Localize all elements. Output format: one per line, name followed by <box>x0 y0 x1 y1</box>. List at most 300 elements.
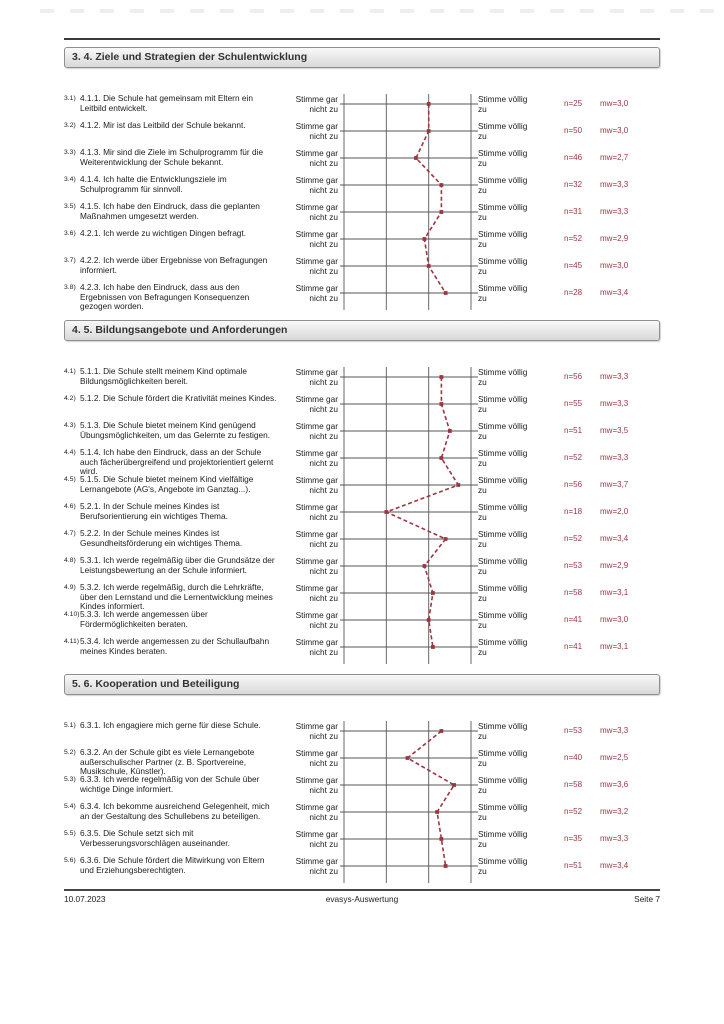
scale-label-left-line2: nicht zu <box>309 131 338 141</box>
scale-label-right-line1: Stimme völlig <box>478 802 528 812</box>
sections-container <box>64 47 660 883</box>
scale-label-right-line1: Stimme völlig <box>478 367 528 377</box>
plot-area <box>344 283 471 303</box>
scale-label-left-line1: Stimme gar <box>295 583 338 593</box>
survey-item-row <box>64 610 660 637</box>
item-text: 6.3.1. Ich engagiere mich gerne für diese Schule. <box>80 720 261 730</box>
scale-label-left-line1: Stimme gar <box>295 121 338 131</box>
scale-label-left-line2: nicht zu <box>309 839 338 849</box>
scale-label-right <box>478 475 536 495</box>
scale-label-left <box>286 637 338 657</box>
mean-value: mw=2,5 <box>600 753 629 762</box>
footer-rule <box>64 889 660 891</box>
scale-label-left-line1: Stimme gar <box>295 721 338 731</box>
scale-label-right-line1: Stimme völlig <box>478 394 528 404</box>
item-text: 5.1.1. Die Schule stellt meinem Kind optimale Bildungsmöglichkeiten bereit. <box>80 366 247 386</box>
scale-label-right-line1: Stimme völlig <box>478 94 528 104</box>
scale-label-right <box>478 94 536 114</box>
scan-artifact <box>40 9 714 13</box>
mean-value: mw=3,0 <box>600 261 629 270</box>
survey-item-row <box>64 448 660 475</box>
scale-label-left-line1: Stimme gar <box>295 283 338 293</box>
mean-value: mw=3,3 <box>600 399 629 408</box>
scale-label-left-line2: nicht zu <box>309 866 338 876</box>
scale-label-right-line1: Stimme völlig <box>478 448 528 458</box>
item-text: 5.2.2. In der Schule meines Kindes ist Gesundheitsförderung ein wichtiges Thema. <box>80 528 243 548</box>
scale-label-right-line2: zu <box>478 566 487 576</box>
mean-value: mw=3,3 <box>600 372 629 381</box>
scale-label-left <box>286 529 338 549</box>
scale-label-right-line1: Stimme völlig <box>478 283 528 293</box>
mean-value: mw=3,3 <box>600 453 629 462</box>
scale-label-left <box>286 421 338 441</box>
scale-label-right-line2: zu <box>478 647 487 657</box>
survey-item-row <box>64 856 660 883</box>
scale-label-left-line2: nicht zu <box>309 512 338 522</box>
scale-label-left-line1: Stimme gar <box>295 256 338 266</box>
scale-label-right <box>478 802 536 822</box>
scale-label-left-line2: nicht zu <box>309 731 338 741</box>
scale-label-right-line2: zu <box>478 812 487 822</box>
scale-label-left-line1: Stimme gar <box>295 148 338 158</box>
scale-label-right-line1: Stimme völlig <box>478 421 528 431</box>
mean-value: mw=3,3 <box>600 207 629 216</box>
mean-value: mw=2,9 <box>600 234 629 243</box>
survey-item-row <box>64 721 660 748</box>
scale-label-left <box>286 448 338 468</box>
survey-item-row <box>64 394 660 421</box>
plot-area <box>344 229 471 249</box>
scale-label-right-line2: zu <box>478 539 487 549</box>
scale-label-left-line1: Stimme gar <box>295 610 338 620</box>
page-footer <box>64 889 660 904</box>
scale-label-right <box>478 229 536 249</box>
scale-label-left-line2: nicht zu <box>309 266 338 276</box>
survey-item-row <box>64 202 660 229</box>
mean-value: mw=3,1 <box>600 642 629 651</box>
respondent-count: n=31 <box>564 207 583 216</box>
scale-label-left-line1: Stimme gar <box>295 802 338 812</box>
plot-area <box>344 175 471 195</box>
scale-label-left-line2: nicht zu <box>309 212 338 222</box>
scale-label-left-line2: nicht zu <box>309 812 338 822</box>
scale-label-left-line1: Stimme gar <box>295 367 338 377</box>
scale-label-right-line1: Stimme völlig <box>478 529 528 539</box>
scale-label-left-line1: Stimme gar <box>295 748 338 758</box>
scale-label-left-line1: Stimme gar <box>295 394 338 404</box>
scale-label-left <box>286 202 338 222</box>
respondent-count: n=56 <box>564 372 583 381</box>
scale-label-left <box>286 748 338 768</box>
item-number: 3.1) <box>64 95 76 102</box>
respondent-count: n=25 <box>564 99 583 108</box>
scale-label-right-line2: zu <box>478 266 487 276</box>
item-number: 5.4) <box>64 803 76 810</box>
plot-area <box>344 829 471 849</box>
respondent-count: n=50 <box>564 126 583 135</box>
scale-label-right <box>478 637 536 657</box>
respondent-count: n=46 <box>564 153 583 162</box>
item-text: 6.3.6. Die Schule fördert die Mitwirkung von Eltern und Erziehungsberechtigten. <box>80 855 265 875</box>
scale-label-right-line1: Stimme völlig <box>478 202 528 212</box>
survey-item-row <box>64 529 660 556</box>
scale-label-right <box>478 529 536 549</box>
item-text: 6.3.2. An der Schule gibt es viele Lernangebote außerschulischer Partner (z. B. Sportvereine, Musikschule, Künstler). <box>80 747 255 777</box>
respondent-count: n=41 <box>564 615 583 624</box>
section-header: 3. 4. Ziele und Strategien der Schulentwicklung <box>64 47 660 68</box>
scale-label-left <box>286 556 338 576</box>
item-number: 5.1) <box>64 722 76 729</box>
scale-label-right-line1: Stimme völlig <box>478 256 528 266</box>
scale-label-left-line2: nicht zu <box>309 377 338 387</box>
scale-label-right <box>478 583 536 603</box>
scale-label-left-line2: nicht zu <box>309 458 338 468</box>
plot-area <box>344 202 471 222</box>
mean-value: mw=3,0 <box>600 615 629 624</box>
plot-area <box>344 502 471 522</box>
mean-value: mw=3,6 <box>600 780 629 789</box>
item-number: 4.2) <box>64 395 76 402</box>
plot-area <box>344 448 471 468</box>
footer-app-name: evasys-Auswertung <box>325 893 399 904</box>
scale-label-right <box>478 202 536 222</box>
scale-label-left <box>286 256 338 276</box>
mean-value: mw=3,5 <box>600 426 629 435</box>
respondent-count: n=52 <box>564 534 583 543</box>
respondent-count: n=45 <box>564 261 583 270</box>
item-number: 4.4) <box>64 449 76 456</box>
mean-value: mw=2,7 <box>600 153 629 162</box>
respondent-count: n=53 <box>564 561 583 570</box>
survey-item-row <box>64 229 660 256</box>
scale-label-right <box>478 367 536 387</box>
scale-label-left <box>286 610 338 630</box>
mean-value: mw=3,3 <box>600 726 629 735</box>
survey-item-row <box>64 148 660 175</box>
survey-item-row <box>64 367 660 394</box>
item-number: 4.5) <box>64 476 76 483</box>
scale-label-right <box>478 421 536 441</box>
survey-item-row <box>64 775 660 802</box>
scale-label-right-line1: Stimme völlig <box>478 556 528 566</box>
item-text: 5.3.3. Ich werde angemessen über Fördermöglichkeiten beraten. <box>80 609 208 629</box>
mean-value: mw=3,7 <box>600 480 629 489</box>
item-number: 3.3) <box>64 149 76 156</box>
plot-area <box>344 583 471 603</box>
item-number: 3.8) <box>64 284 76 291</box>
mean-value: mw=2,0 <box>600 507 629 516</box>
item-number: 4.9) <box>64 584 76 591</box>
scale-label-left-line2: nicht zu <box>309 758 338 768</box>
item-number: 4.11) <box>64 638 79 645</box>
mean-value: mw=3,1 <box>600 588 629 597</box>
section-rows <box>64 367 660 664</box>
item-text: 4.1.5. Ich habe den Eindruck, dass die geplanten Maßnahmen umgesetzt werden. <box>80 201 260 221</box>
plot-area <box>344 529 471 549</box>
item-text: 6.3.3. Ich werde regelmäßig von der Schule über wichtige Dinge informiert. <box>80 774 260 794</box>
respondent-count: n=41 <box>564 642 583 651</box>
section-header: 5. 6. Kooperation und Beteiligung <box>64 674 660 695</box>
scale-label-left-line2: nicht zu <box>309 104 338 114</box>
item-text: 4.2.2. Ich werde über Ergebnisse von Befragungen informiert. <box>80 255 268 275</box>
item-number: 3.4) <box>64 176 76 183</box>
plot-area <box>344 775 471 795</box>
footer-page-number: Seite 7 <box>634 893 660 904</box>
scale-label-right <box>478 448 536 468</box>
respondent-count: n=52 <box>564 453 583 462</box>
survey-item-row <box>64 829 660 856</box>
item-number: 4.10) <box>64 611 80 618</box>
item-number: 5.6) <box>64 857 76 864</box>
scale-label-left-line2: nicht zu <box>309 185 338 195</box>
plot-area <box>344 148 471 168</box>
item-text: 4.1.1. Die Schule hat gemeinsam mit Eltern ein Leitbild entwickelt. <box>80 93 253 113</box>
section-header: 4. 5. Bildungsangebote und Anforderungen <box>64 320 660 341</box>
item-text: 5.1.2. Die Schule fördert die Krativität meines Kindes. <box>80 393 277 403</box>
scale-label-right-line2: zu <box>478 131 487 141</box>
respondent-count: n=28 <box>564 288 583 297</box>
scale-label-right <box>478 502 536 522</box>
item-text: 5.3.4. Ich werde angemessen zu der Schullaufbahn meines Kindes beraten. <box>80 636 270 656</box>
scale-label-left-line2: nicht zu <box>309 293 338 303</box>
respondent-count: n=51 <box>564 426 583 435</box>
scale-label-left-line2: nicht zu <box>309 785 338 795</box>
scale-label-right-line2: zu <box>478 377 487 387</box>
scale-label-right-line2: zu <box>478 839 487 849</box>
respondent-count: n=56 <box>564 480 583 489</box>
scale-label-right-line2: zu <box>478 620 487 630</box>
mean-value: mw=3,3 <box>600 180 629 189</box>
plot-area <box>344 94 471 114</box>
scale-label-left <box>286 283 338 303</box>
survey-item-row <box>64 556 660 583</box>
page-content <box>64 38 660 893</box>
respondent-count: n=52 <box>564 807 583 816</box>
scale-label-left <box>286 721 338 741</box>
respondent-count: n=58 <box>564 780 583 789</box>
item-text: 5.2.1. In der Schule meines Kindes ist Berufsorientierung ein wichtiges Thema. <box>80 501 228 521</box>
scale-label-left-line2: nicht zu <box>309 239 338 249</box>
scale-label-right-line2: zu <box>478 785 487 795</box>
scale-label-left <box>286 148 338 168</box>
scale-label-right <box>478 175 536 195</box>
mean-value: mw=3,4 <box>600 288 629 297</box>
item-number: 5.2) <box>64 749 76 756</box>
item-text: 5.1.3. Die Schule bietet meinem Kind genügend Übungsmöglichkeiten, um das Gelernte zu festigen. <box>80 420 271 440</box>
scale-label-left-line2: nicht zu <box>309 620 338 630</box>
scale-label-right-line2: zu <box>478 104 487 114</box>
scale-label-right-line1: Stimme völlig <box>478 775 528 785</box>
top-rule <box>64 38 660 40</box>
scale-label-left <box>286 802 338 822</box>
item-text: 4.2.3. Ich habe den Eindruck, dass aus den Ergebnissen von Befragungen Konsequenzen gezogen worden. <box>80 282 250 312</box>
respondent-count: n=32 <box>564 180 583 189</box>
scale-label-right-line1: Stimme völlig <box>478 721 528 731</box>
survey-item-row <box>64 502 660 529</box>
scale-label-left-line2: nicht zu <box>309 404 338 414</box>
survey-item-row <box>64 121 660 148</box>
plot-area <box>344 475 471 495</box>
scale-label-left-line1: Stimme gar <box>295 502 338 512</box>
item-text: 5.1.4. Ich habe den Eindruck, dass an der Schule auch fächerübergreifend und projektorientiert gelernt wird. <box>80 447 274 477</box>
mean-value: mw=3,3 <box>600 834 629 843</box>
scale-label-right <box>478 748 536 768</box>
scale-label-right <box>478 829 536 849</box>
mean-value: mw=3,0 <box>600 99 629 108</box>
scale-label-left-line2: nicht zu <box>309 431 338 441</box>
scale-label-left-line2: nicht zu <box>309 158 338 168</box>
mean-value: mw=3,4 <box>600 534 629 543</box>
scale-label-right-line2: zu <box>478 431 487 441</box>
scale-label-left <box>286 229 338 249</box>
scale-label-left-line1: Stimme gar <box>295 529 338 539</box>
item-text: 5.1.5. Die Schule bietet meinem Kind vielfältige Lernangebote (AG's, Angebote im Ganztag...). <box>80 474 254 494</box>
scale-label-right-line2: zu <box>478 212 487 222</box>
item-text: 4.1.3. Mir sind die Ziele im Schulprogramm für die Weiterentwicklung der Schule bekannt. <box>80 147 264 167</box>
respondent-count: n=35 <box>564 834 583 843</box>
plot-area <box>344 121 471 141</box>
mean-value: mw=3,4 <box>600 861 629 870</box>
scale-label-left-line1: Stimme gar <box>295 448 338 458</box>
footer-date: 10.07.2023 <box>64 893 106 904</box>
survey-item-row <box>64 583 660 610</box>
survey-item-row <box>64 256 660 283</box>
scale-label-right-line2: zu <box>478 185 487 195</box>
plot-area <box>344 802 471 822</box>
respondent-count: n=52 <box>564 234 583 243</box>
item-text: 5.3.2. Ich werde regelmäßig, durch die Lehrkräfte, über den Lernstand und die Lernentwicklung meines Kindes informiert. <box>80 582 273 612</box>
scale-label-left-line2: nicht zu <box>309 539 338 549</box>
item-text: 4.2.1. Ich werde zu wichtigen Dingen befragt. <box>80 228 247 238</box>
scale-label-left <box>286 829 338 849</box>
plot-area <box>344 637 471 657</box>
scale-label-left <box>286 475 338 495</box>
scale-label-right-line1: Stimme völlig <box>478 610 528 620</box>
scale-label-right-line2: zu <box>478 458 487 468</box>
scale-label-left <box>286 121 338 141</box>
scale-label-right-line1: Stimme völlig <box>478 637 528 647</box>
scale-label-left <box>286 775 338 795</box>
plot-area <box>344 556 471 576</box>
scale-label-right-line2: zu <box>478 158 487 168</box>
mean-value: mw=3,2 <box>600 807 629 816</box>
item-number: 5.3) <box>64 776 76 783</box>
item-number: 4.6) <box>64 503 76 510</box>
plot-area <box>344 721 471 741</box>
item-number: 4.7) <box>64 530 76 537</box>
scale-label-left-line1: Stimme gar <box>295 637 338 647</box>
plot-area <box>344 610 471 630</box>
scale-label-right <box>478 283 536 303</box>
scale-label-right-line1: Stimme völlig <box>478 502 528 512</box>
section-rows <box>64 94 660 310</box>
scale-label-right-line2: zu <box>478 485 487 495</box>
item-number: 3.2) <box>64 122 76 129</box>
item-number: 4.1) <box>64 368 76 375</box>
scale-label-left-line1: Stimme gar <box>295 202 338 212</box>
item-text: 4.1.4. Ich halte die Entwicklungsziele im Schulprogramm für sinnvoll. <box>80 174 227 194</box>
scale-label-left <box>286 94 338 114</box>
scale-label-right-line1: Stimme völlig <box>478 148 528 158</box>
respondent-count: n=51 <box>564 861 583 870</box>
survey-item-row <box>64 175 660 202</box>
respondent-count: n=40 <box>564 753 583 762</box>
scale-label-right <box>478 121 536 141</box>
item-number: 5.5) <box>64 830 76 837</box>
scale-label-right-line2: zu <box>478 512 487 522</box>
respondent-count: n=58 <box>564 588 583 597</box>
scale-label-right-line2: zu <box>478 731 487 741</box>
scale-label-right-line1: Stimme völlig <box>478 475 528 485</box>
scale-label-left-line2: nicht zu <box>309 593 338 603</box>
plot-area <box>344 748 471 768</box>
scale-label-right <box>478 610 536 630</box>
scale-label-left-line1: Stimme gar <box>295 775 338 785</box>
scale-label-right <box>478 775 536 795</box>
scale-label-right <box>478 148 536 168</box>
mean-value: mw=3,0 <box>600 126 629 135</box>
scale-label-left <box>286 175 338 195</box>
plot-area <box>344 394 471 414</box>
scale-label-left <box>286 367 338 387</box>
survey-item-row <box>64 802 660 829</box>
scale-label-left-line1: Stimme gar <box>295 556 338 566</box>
scale-label-left-line1: Stimme gar <box>295 94 338 104</box>
scale-label-right-line2: zu <box>478 866 487 876</box>
plot-area <box>344 856 471 876</box>
scale-label-right-line2: zu <box>478 593 487 603</box>
item-number: 3.5) <box>64 203 76 210</box>
item-text: 4.1.2. Mir ist das Leitbild der Schule bekannt. <box>80 120 246 130</box>
survey-item-row <box>64 748 660 775</box>
respondent-count: n=53 <box>564 726 583 735</box>
scale-label-right-line1: Stimme völlig <box>478 856 528 866</box>
survey-item-row <box>64 421 660 448</box>
plot-area <box>344 256 471 276</box>
mean-value: mw=2,9 <box>600 561 629 570</box>
scale-label-left-line2: nicht zu <box>309 566 338 576</box>
item-text: 5.3.1. Ich werde regelmäßig über die Grundsätze der Leistungsbewertung an der Schule informiert. <box>80 555 275 575</box>
plot-area <box>344 421 471 441</box>
scale-label-right-line1: Stimme völlig <box>478 583 528 593</box>
scale-label-right <box>478 256 536 276</box>
scale-label-right-line1: Stimme völlig <box>478 175 528 185</box>
scale-label-right-line2: zu <box>478 404 487 414</box>
scale-label-right <box>478 721 536 741</box>
scale-label-left-line2: nicht zu <box>309 647 338 657</box>
item-number: 3.7) <box>64 257 76 264</box>
scale-label-left <box>286 856 338 876</box>
scale-label-left-line1: Stimme gar <box>295 829 338 839</box>
survey-item-row <box>64 94 660 121</box>
scale-label-right-line2: zu <box>478 239 487 249</box>
scale-label-right <box>478 394 536 414</box>
scale-label-right-line1: Stimme völlig <box>478 229 528 239</box>
scale-label-left-line2: nicht zu <box>309 485 338 495</box>
scale-label-left <box>286 394 338 414</box>
scale-label-right <box>478 556 536 576</box>
scale-label-left-line1: Stimme gar <box>295 856 338 866</box>
scale-label-right-line1: Stimme völlig <box>478 748 528 758</box>
survey-item-row <box>64 475 660 502</box>
survey-item-row <box>64 283 660 310</box>
scale-label-left-line1: Stimme gar <box>295 229 338 239</box>
item-number: 4.3) <box>64 422 76 429</box>
scale-label-right <box>478 856 536 876</box>
scale-label-left <box>286 502 338 522</box>
item-text: 6.3.4. Ich bekomme ausreichend Gelegenheit, mich an der Gestaltung des Schullebens zu beteiligen. <box>80 801 270 821</box>
scale-label-left-line1: Stimme gar <box>295 421 338 431</box>
